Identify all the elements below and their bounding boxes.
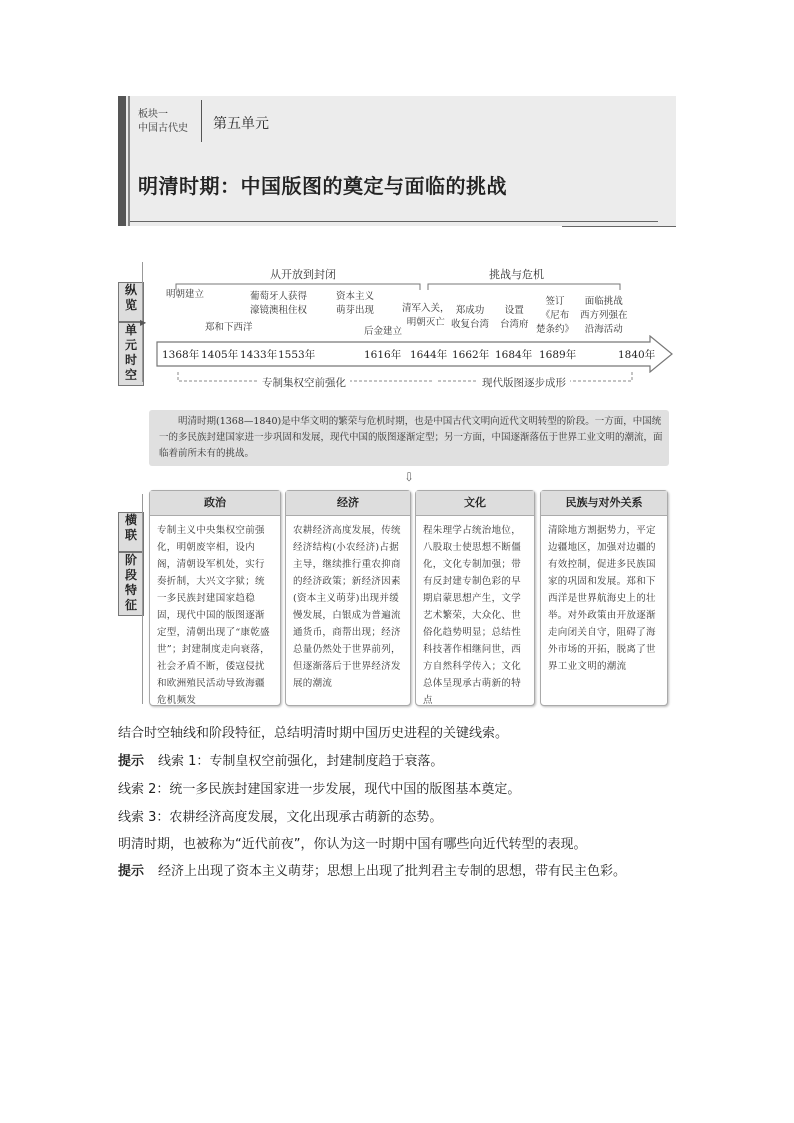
event-line: 签订 [545, 296, 565, 307]
card-economy [285, 490, 411, 706]
answer-text: 线索 1：专制皇权空前强化，封建制度趋于衰落。 [158, 754, 444, 769]
block-label-line2: 中国古代史 [138, 123, 188, 134]
card-body: 程朱理学占统治地位，八股取士使思想不断僵化，文化专制加强；带有反封建专制色彩的早期启蒙思想产生，文学艺术繁荣，大众化、世俗化趋势明显；总结性科技著作相继问世，西方自然科学传入；文化总体呈现承古萌新的特点 [423, 525, 522, 706]
card-body: 专制主义中央集权空前强化，明朝废宰相，设内阁，清朝设军机处，实行奏折制，大兴文字狱；统一多民族封建国家趋稳固，现代中国的版图逐渐定型，清朝出现了“康乾盛世”；封建制度走向衰落，社会矛盾不断，倭寇侵扰和欧洲殖民活动导致海疆危机频发 [157, 525, 270, 706]
event-line: 台湾府 [500, 319, 529, 330]
year-1689: 1689年 [539, 349, 577, 361]
side-char: 单 [124, 323, 137, 337]
side-label-zonglan [118, 282, 144, 322]
side-connector [142, 494, 143, 704]
event-line: 葡萄牙人获得 [250, 291, 308, 302]
answer-2: 线索 2：统一多民族封建国家进一步发展，现代中国的版图基本奠定。 [118, 782, 521, 797]
title-underline-right [562, 226, 676, 227]
header-divider [201, 100, 202, 142]
side-char: 时 [124, 353, 137, 367]
header-accent-line [128, 96, 130, 226]
event-line: 面临挑战 [584, 296, 623, 307]
title-underline [130, 221, 658, 222]
year-1644: 1644年 [410, 349, 448, 361]
side-label-jieduan [118, 552, 144, 616]
answer-text: 经济上出现了资本主义萌芽；思想上出现了批判君主专制的思想，带有民主色彩。 [158, 864, 627, 879]
event-taiwan-recovered [451, 304, 489, 332]
event-line: 西方列强在 [580, 310, 628, 321]
event-line: 萌芽出现 [336, 305, 375, 316]
event-qing-enter-pass [402, 302, 450, 330]
question-1: 结合时空轴线和阶段特征，总结明清时期中国历史进程的关键线索。 [118, 726, 509, 741]
card-ethnic-foreign [540, 490, 668, 706]
header-accent-bar [118, 96, 126, 226]
event-ming-founded: 明朝建立 [166, 289, 205, 300]
event-western-powers [580, 295, 628, 337]
event-taiwan-prefecture [500, 304, 529, 332]
year-1433: 1433年 [240, 349, 278, 361]
question-2: 明清时期，也被称为“近代前夜”，你认为这一时期中国有哪些向近代转型的表现。 [118, 837, 587, 852]
year-1662: 1662年 [452, 349, 490, 361]
hint-label: 提示 [118, 864, 145, 879]
side-char: 段 [124, 568, 137, 582]
event-line: 明朝灭亡 [406, 317, 445, 328]
event-later-jin: 后金建立 [364, 326, 403, 337]
lower-brackets [170, 372, 670, 388]
side-char: 征 [124, 598, 137, 612]
event-line: 资本主义 [336, 291, 375, 302]
card-body: 清除地方割据势力，平定边疆地区，加强对边疆的有效控制，促进多民族国家的巩固和发展。郑和下西洋是世界航海史上的壮举。对外政策由开放逐渐走向闭关自守，阻碍了海外市场的开拓，脱离了世界工业文明的潮流 [548, 525, 656, 672]
block-label [138, 108, 188, 136]
year-1840: 1840年 [618, 349, 656, 361]
period-summary: 明清时期(1368—1840)是中华文明的繁荣与危机时期，也是中国古代文明向近代文明转型的阶段。一方面，中国统一的多民族封建国家进一步巩固和发展，现代中国的版图逐渐定型；另一方面，中国逐渐落伍于世界工业文明的潮流，面临着前所未有的挑战。 [149, 410, 669, 466]
bracket-label-centralization: 专制集权空前强化 [258, 375, 350, 390]
year-1368: 1368年 [162, 349, 200, 361]
block-label-line1: 板块一 [138, 109, 168, 120]
year-1553: 1553年 [278, 349, 316, 361]
side-char: 空 [124, 368, 137, 382]
card-politics [149, 490, 281, 706]
year-1616: 1616年 [364, 349, 402, 361]
side-pointer-icon: ▶ [140, 318, 147, 327]
side-char: 阶 [124, 553, 137, 567]
event-line: 沿海活动 [584, 324, 623, 335]
bracket-label-territory: 现代版图逐步成形 [478, 375, 570, 390]
event-line: 收复台湾 [451, 319, 490, 330]
event-line: 设置 [504, 305, 524, 316]
card-title: 民族与对外关系 [541, 491, 667, 516]
card-body: 农耕经济高度发展，传统经济结构(小农经济)占据主导，继续推行重农抑商的经济政策；新经济因素(资本主义萌芽)出现并缓慢发展，白银成为普遍流通货币，商帮出现；经济总量仍然处于世界前列，但逐渐落后于世界经济发展的潮流 [293, 525, 401, 689]
event-line: 清军入关， [402, 303, 450, 314]
page-title: 明清时期：中国版图的奠定与面临的挑战 [138, 174, 507, 198]
answer-1 [118, 750, 443, 769]
side-char: 元 [124, 338, 137, 352]
side-char: 览 [124, 298, 137, 312]
side-char: 横 [124, 513, 137, 527]
event-line: 楚条约》 [536, 324, 575, 335]
side-label-danyuan [118, 322, 144, 386]
answer-4 [118, 860, 626, 879]
down-arrow-icon: ⇩ [404, 470, 415, 484]
card-title: 政治 [150, 491, 280, 516]
event-zheng-he: 郑和下西洋 [205, 322, 253, 333]
event-capitalism-sprouts [336, 290, 374, 318]
card-title: 文化 [416, 491, 534, 516]
side-label-henglian [118, 512, 144, 552]
card-title: 经济 [286, 491, 410, 516]
event-line: 郑成功 [455, 305, 485, 316]
event-nerchinsk-treaty [536, 295, 574, 337]
bracket-label-open-to-closed: 从开放到封闭 [266, 266, 340, 282]
year-1684: 1684年 [495, 349, 533, 361]
unit-label: 第五单元 [213, 116, 269, 132]
event-line: 《尼布 [540, 310, 570, 321]
hint-label: 提示 [118, 754, 145, 769]
event-portugal-macau [250, 290, 307, 318]
year-1405: 1405年 [201, 349, 239, 361]
side-char: 纵 [124, 283, 137, 297]
bracket-label-challenge-crisis: 挑战与危机 [485, 266, 548, 282]
card-culture [415, 490, 535, 706]
event-line: 濠镜澳租住权 [250, 305, 308, 316]
side-char: 特 [124, 583, 137, 597]
answer-3: 线索 3：农耕经济高度发展，文化出现承古萌新的态势。 [118, 810, 443, 825]
side-char: 联 [124, 528, 137, 542]
